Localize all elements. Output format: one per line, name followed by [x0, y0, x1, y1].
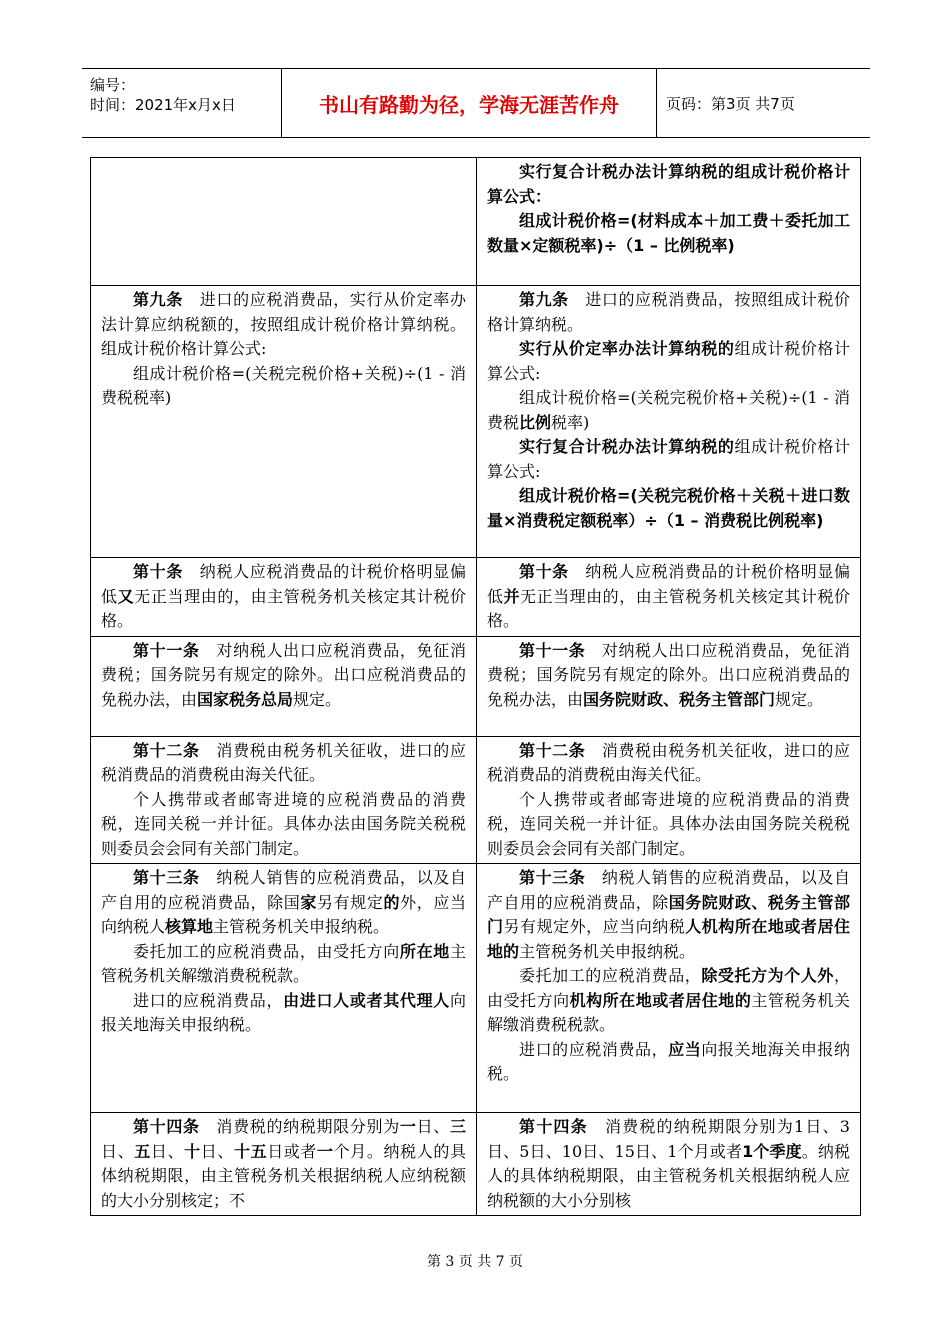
table-row	[91, 864, 861, 1113]
article-title: 第九条	[133, 290, 184, 309]
article-title: 第十四条	[133, 1117, 200, 1136]
right-cell	[477, 736, 861, 864]
paragraph: 实行复合计税办法计算纳税的组成计税价格计算公式：	[487, 162, 850, 206]
table-row	[91, 736, 861, 864]
right-cell	[477, 864, 861, 1113]
right-cell	[477, 286, 861, 558]
header-slogan: 书山有路勤为径，学海无涯苦作舟	[282, 69, 657, 137]
right-cell	[477, 636, 861, 736]
paragraph: 第九条 进口的应税消费品，按照组成计税价格计算纳税。	[487, 290, 850, 334]
right-cell	[477, 558, 861, 637]
article-title: 第十一条	[519, 640, 586, 660]
paragraph: 委托加工的应税消费品，由受托方向所在地主管税务机关解缴消费税税款。	[101, 941, 466, 985]
paragraph: 第十一条 对纳税人出口应税消费品，免征消费税；国务院另有规定的除外。出口应税消费品的免税办法，由国务院财政、税务主管部门规定。	[487, 640, 850, 709]
article-title: 第十二条	[519, 740, 586, 760]
paragraph: 进口的应税消费品，由进口人或者其代理人向报关地海关申报纳税。	[101, 990, 466, 1034]
paragraph: 第十四条 消费税的纳税期限分别为一日、三日、五日、十日、十五日或者一个月。纳税人的具体纳税期限，由主管税务机关根据纳税人应纳税额的大小分别核定；不	[101, 1117, 466, 1210]
table-row	[91, 636, 861, 736]
paragraph: 进口的应税消费品，应当向报关地海关申报纳税。	[487, 1039, 850, 1083]
formula: 组成计税价格=(关税完税价格+关税)÷(1 - 消费税比例税率)	[487, 388, 850, 432]
left-cell	[91, 736, 477, 864]
left-cell	[91, 158, 477, 286]
left-cell	[91, 636, 477, 736]
left-cell	[91, 864, 477, 1113]
article-title: 第十条	[519, 562, 569, 581]
article-title: 第十四条	[519, 1117, 588, 1136]
article-title: 第九条	[519, 290, 569, 309]
page-header	[82, 68, 870, 138]
paragraph: 个人携带或者邮寄进境的应税消费品的消费税，连同关税一并计征。具体办法由国务院关税税则委员会会同有关部门制定。	[101, 789, 466, 858]
paragraph: 第九条 进口的应税消费品，实行从价定率办法计算应纳税额的，按照组成计税价格计算纳税。组成计税价格计算公式:	[101, 290, 466, 358]
paragraph: 第十四条 消费税的纳税期限分别为1日、3日、5日、10日、15日、1个月或者1个季度。纳税人的具体纳税期限，由主管税务机关根据纳税人应纳税额的大小分别核	[487, 1117, 850, 1210]
paragraph: 第十条 纳税人应税消费品的计税价格明显偏低并无正当理由的，由主管税务机关核定其计税价格。	[487, 562, 850, 630]
paragraph: 第十三条 纳税人销售的应税消费品，以及自产自用的应税消费品，除国家另有规定的外，应当向纳税人核算地主管税务机关申报纳税。	[101, 868, 466, 936]
header-page-info: 页码：第3页 共7页	[666, 94, 795, 113]
paragraph: 第十二条 消费税由税务机关征收，进口的应税消费品的消费税由海关代征。	[487, 740, 850, 784]
paragraph: 委托加工的应税消费品，除受托方为个人外，由受托方向机构所在地或者居住地的主管税务机关解缴消费税税款。	[487, 966, 850, 1034]
article-title: 第十条	[133, 562, 184, 581]
time-label: 时间：2021年x月x日	[90, 96, 236, 114]
left-cell	[91, 1113, 477, 1216]
table-row	[91, 158, 861, 286]
left-cell	[91, 558, 477, 637]
paragraph: 第十三条 纳税人销售的应税消费品，以及自产自用的应税消费品，除国务院财政、税务主管部门另有规定外，应当向纳税人机构所在地或者居住地的主管税务机关申报纳税。	[487, 868, 850, 961]
paragraph: 第十条 纳税人应税消费品的计税价格明显偏低又无正当理由的，由主管税务机关核定其计税价格。	[101, 562, 466, 630]
paragraph: 实行复合计税办法计算纳税的组成计税价格计算公式:	[487, 437, 850, 481]
page-footer: 第 3 页 共 7 页	[426, 1254, 524, 1270]
comparison-table	[90, 157, 861, 1216]
right-cell	[477, 158, 861, 286]
paragraph: 个人携带或者邮寄进境的应税消费品的消费税，连同关税一并计征。具体办法由国务院关税税则委员会会同有关部门制定。	[487, 789, 850, 858]
article-title: 第十一条	[133, 640, 200, 660]
table-row	[91, 1113, 861, 1216]
article-title: 第十三条	[133, 868, 200, 887]
paragraph: 第十二条 消费税由税务机关征收，进口的应税消费品的消费税由海关代征。	[101, 740, 466, 784]
formula: 组成计税价格=(关税完税价格+关税)÷(1 - 消费税税率)	[101, 363, 466, 407]
article-title: 第十二条	[133, 740, 200, 760]
formula: 组成计税价格=(关税完税价格＋关税＋进口数量×消费税定额税率）÷（1 – 消费税比例税率)	[487, 486, 850, 530]
number-label: 编号：	[90, 76, 136, 94]
article-title: 第十三条	[519, 868, 586, 887]
table-row	[91, 286, 861, 558]
paragraph: 实行从价定率办法计算纳税的组成计税价格计算公式:	[487, 339, 850, 383]
right-cell	[477, 1113, 861, 1216]
table-row	[91, 558, 861, 637]
paragraph: 第十一条 对纳税人出口应税消费品，免征消费税；国务院另有规定的除外。出口应税消费品的免税办法，由国家税务总局规定。	[101, 640, 466, 709]
formula: 组成计税价格=(材料成本＋加工费＋委托加工数量×定额税率)÷（1 – 比例税率)	[487, 211, 850, 255]
left-cell	[91, 286, 477, 558]
header-meta	[82, 69, 282, 137]
